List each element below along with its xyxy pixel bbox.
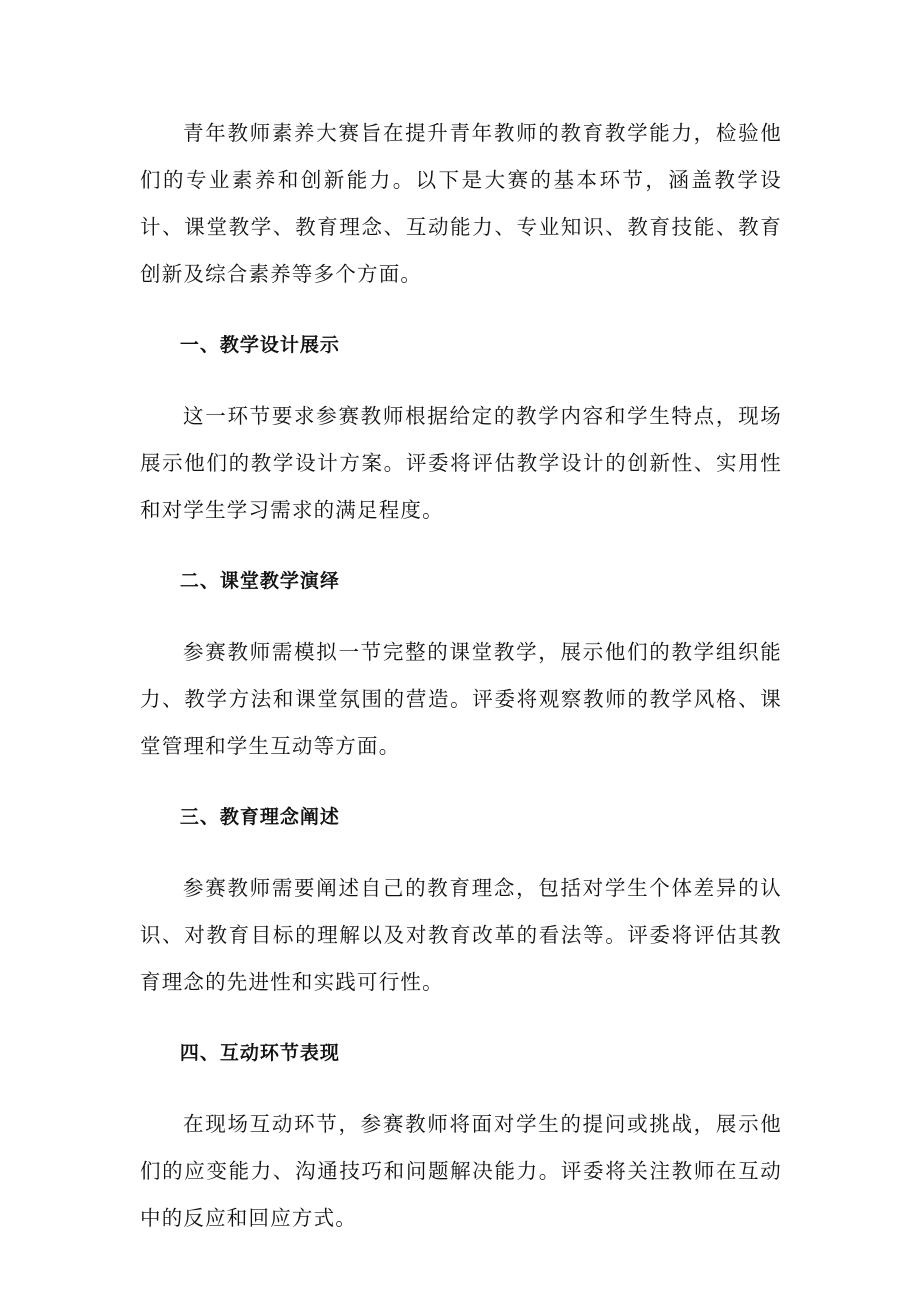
section-3-heading: 三、教育理念阐述 (179, 806, 340, 828)
section-1-heading: 一、教学设计展示 (179, 334, 340, 356)
section-4-heading: 四、互动环节表现 (179, 1042, 340, 1064)
section-2-paragraph: 参赛教师需模拟一节完整的课堂教学，展示他们的教学组织能力、教学方法和课堂氛围的营造。评委将观察教师的教学风格、课堂管理和学生互动等方面。 (140, 640, 782, 758)
document-body (140, 110, 782, 1266)
section-4-paragraph: 在现场互动环节，参赛教师将面对学生的提问或挑战，展示他们的应变能力、沟通技巧和问题解决能力。评委将关注教师在互动中的反应和回应方式。 (140, 1112, 782, 1230)
section-1-paragraph: 这一环节要求参赛教师根据给定的教学内容和学生特点，现场展示他们的教学设计方案。评委将评估教学设计的创新性、实用性和对学生学习需求的满足程度。 (140, 404, 782, 522)
section-3-paragraph: 参赛教师需要阐述自己的教育理念，包括对学生个体差异的认识、对教育目标的理解以及对教育改革的看法等。评委将评估其教育理念的先进性和实践可行性。 (140, 876, 782, 994)
section-2-heading: 二、课堂教学演绎 (179, 570, 340, 592)
intro-paragraph: 青年教师素养大赛旨在提升青年教师的教育教学能力，检验他们的专业素养和创新能力。以下是大赛的基本环节，涵盖教学设计、课堂教学、教育理念、互动能力、专业知识、教育技能、教育创新及综合素养等多个方面。 (140, 121, 782, 286)
